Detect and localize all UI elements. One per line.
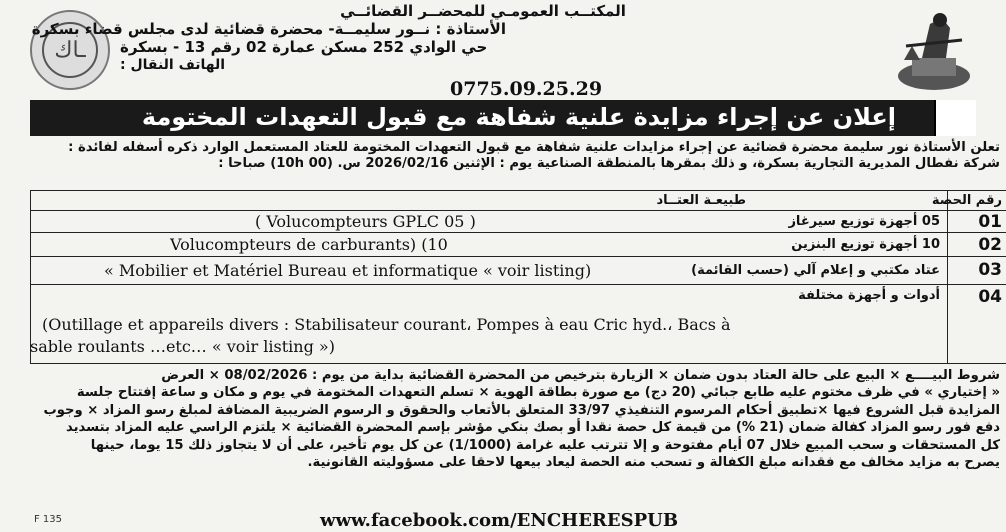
footer-url: www.facebook.com/ENCHERESPUB xyxy=(320,510,679,531)
lot-description-ar: أدوات و أجهزة مختلفة xyxy=(798,288,940,303)
table-row xyxy=(30,210,1006,233)
intro-text xyxy=(30,140,1000,171)
condition-line: شروط البيــــع × البيع على حالة العتاد بدون ضمان × الزيارة بترخيص من المحضرة القضائية بداية من يوم : 08/02/2026 × العرض xyxy=(161,368,1000,383)
condition-line: المزايدة قبل الشروع فيها ×تطبيق أحكام المرسوم التنفيذي 33/97 المتعلق بالأتعاب والحقوق و الرسوم الضريبية المضافة لمبلغ رسو المزاد × وجوب xyxy=(43,402,1000,418)
office-address: حي الوادي 252 مسكن عمارة 02 رقم 13 - بسكرة xyxy=(120,38,488,56)
lot-number: 02 xyxy=(978,235,1002,255)
lot-description-fr: Volucompteurs de carburants) (10 xyxy=(170,235,448,254)
title-banner xyxy=(30,100,976,136)
seal-inner-icon: ـاك xyxy=(42,22,98,78)
title-banner-notch xyxy=(934,100,976,136)
condition-line: « إختياري » في ظرف مختوم عليه طابع جبائي (20 دج) مع صورة بطاقة الهوية × تسلم التعهدات المختومة في يوم و مكان و ساعة إفتتاح جلسة xyxy=(76,385,1000,401)
table-row xyxy=(30,284,1006,364)
header-lot-number: رقم الحصة xyxy=(931,193,1002,208)
condition-line: يصرح به مزايد مخالف مع فقدانه مبلغ الكفالة و تسحب منه الحصة ليعاد بيعها لاحقا على مسؤوليته القانونية. xyxy=(307,455,1000,471)
phone-label: الهاتف النقال : xyxy=(120,57,226,73)
intro-line: شركة نفطال المديرية التجارية بسكرة، و ذلك بمقرها بالمنطقة الصناعية يوم : الإثنين 2026/02/16 س. (10h 00) صباحا : xyxy=(218,155,1000,171)
lot-description-fr-line2: sable roulants …etc… « voir listing ») xyxy=(30,337,335,356)
office-name: المكتــب العمومـي للمحضــر القضائــي xyxy=(340,2,626,20)
sale-conditions xyxy=(30,367,1000,471)
table-row xyxy=(30,232,1006,257)
intro-line: تعلن الأستاذة نور سليمة محضرة قضائية عن إجراء مزايدات علنية شفاهة مع قبول التعهدات المختومة للعتاد المستعمل الوارد ذكره أسفله لفائدة : xyxy=(68,140,1000,155)
lot-description-ar: 10 أجهزة توزيع البنزين xyxy=(791,237,940,252)
lot-description-fr-line1: (Outillage et appareils divers : Stabilisateur courant، Pompes à eau Cric hyd.، Bacs à xyxy=(42,315,731,334)
scales-of-justice-icon xyxy=(892,6,976,94)
header-equipment-type: طبيعـة العتــاد xyxy=(656,193,746,208)
bailiff-name: الأستاذة : نــور سليمــة- محضرة قضائية لدى مجلس قضاء بسكرة xyxy=(31,20,506,38)
lot-description-fr: « Mobilier et Matériel Bureau et informatique « voir listing) xyxy=(104,261,592,280)
lot-description-ar: عتاد مكتبي و إعلام آلي (حسب القائمة) xyxy=(691,263,940,278)
lot-description-ar: 05 أجهزة توزيع سيرغاز xyxy=(788,214,940,229)
condition-line: دفع فور رسو المزاد كفالة ضمان (21 %) من قيمة كل حصة نقدا أو بصك بنكي مؤشر بإسم المحضرة القضائية × يلتزم الراسي عليه المزاد بتسديد xyxy=(65,420,1000,436)
phone-number: 0775.09.25.29 xyxy=(450,78,603,100)
footer-code: F 135 xyxy=(34,514,63,525)
lot-number: 03 xyxy=(978,260,1002,280)
lot-description-fr: ( Volucompteurs GPLC 05 ) xyxy=(255,212,476,231)
table-row xyxy=(30,256,1006,285)
table-header-row xyxy=(30,190,1006,211)
condition-line: كل المستحقات و سحب المبيع خلال 07 أيام مفتوحة و إلا تترتب عليه غرامة (1/1000) عن كل يوم تأخير، على أن لا يتجاوز ذلك 15 يوما، حينها xyxy=(90,437,1000,453)
lot-number: 04 xyxy=(978,287,1002,307)
announcement-title: إعلان عن إجراء مزايدة علنية شفاهة مع قبول التعهدات المختومة xyxy=(141,103,896,131)
lot-number: 01 xyxy=(978,212,1002,232)
